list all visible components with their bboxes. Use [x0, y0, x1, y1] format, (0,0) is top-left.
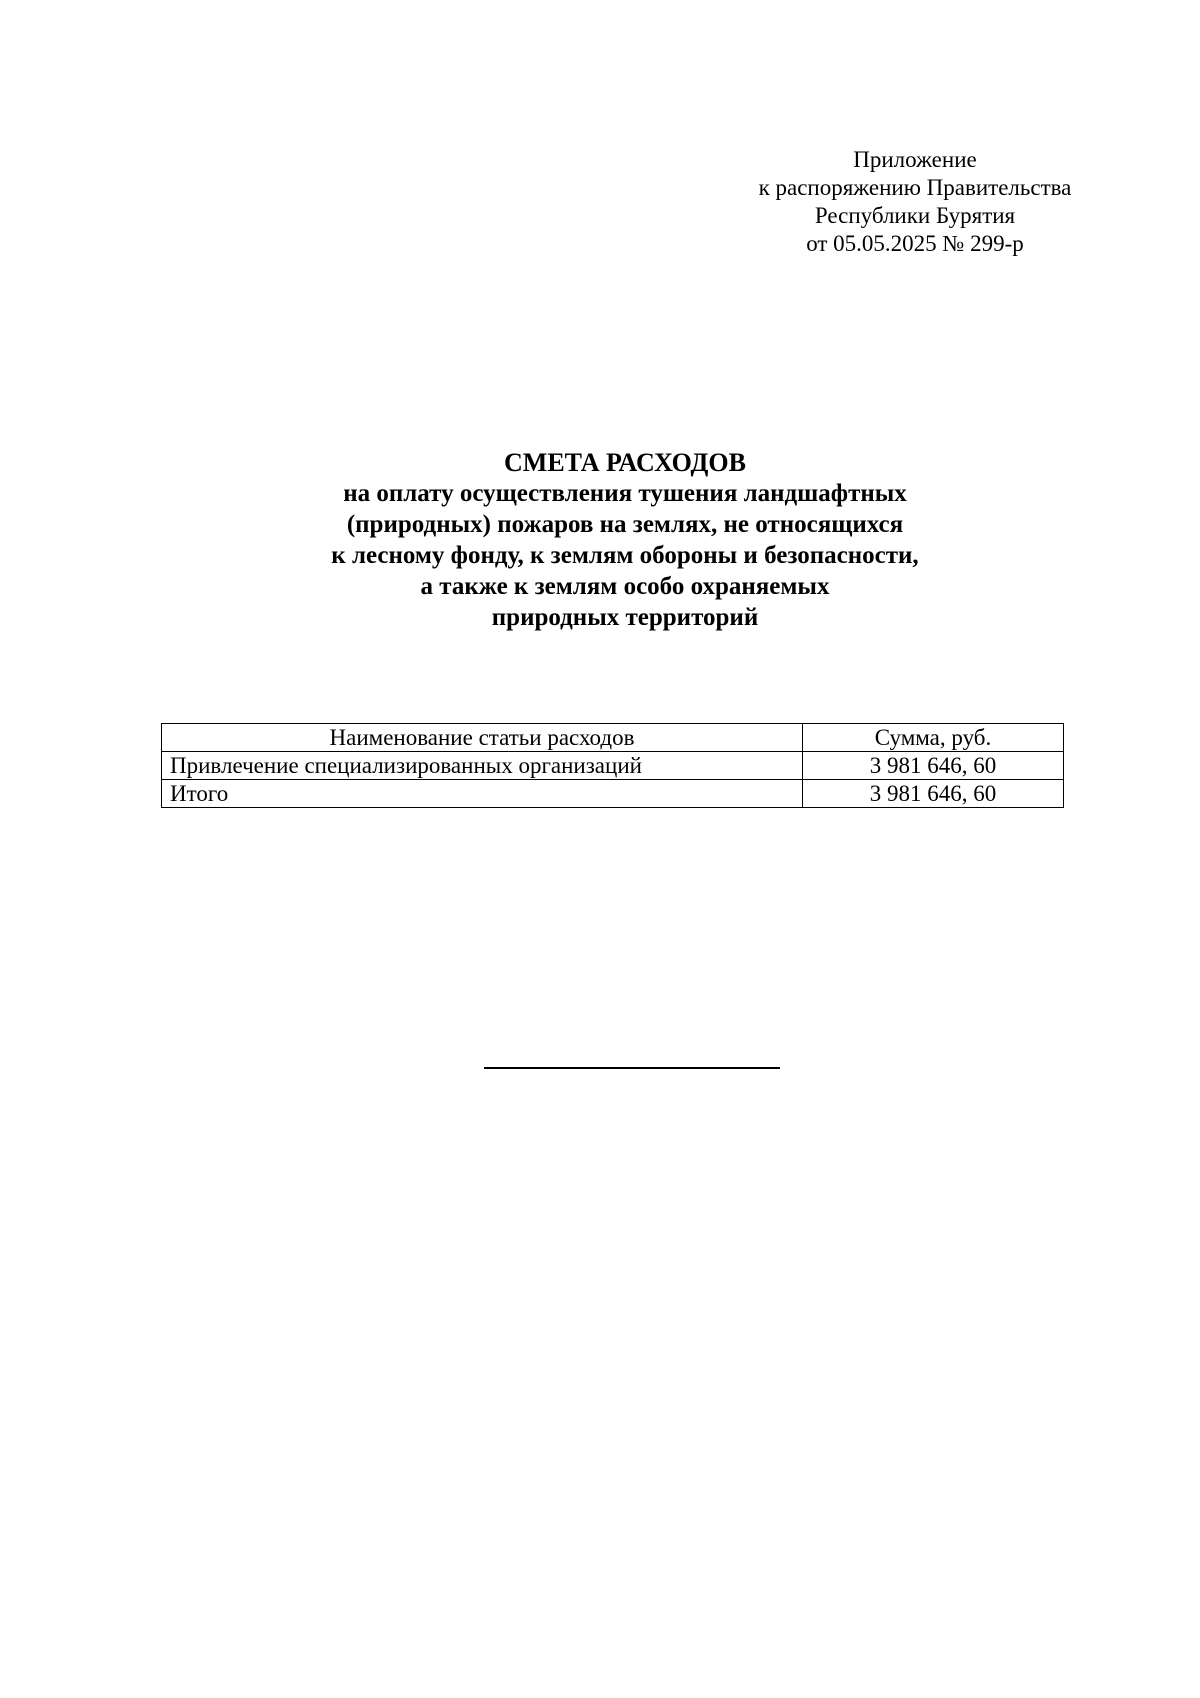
- title-main: СМЕТА РАСХОДОВ: [504, 448, 746, 477]
- header-cell-name: Наименование статьи расходов: [162, 724, 803, 752]
- table-header-row: [162, 724, 1064, 752]
- appendix-label: Приложение: [853, 147, 977, 172]
- row-name-cell: Привлечение специализированных организаций: [162, 752, 803, 780]
- total-sum-cell: 3 981 646, 60: [803, 780, 1064, 808]
- title-line: на оплату осуществления тушения ландшафтных: [343, 480, 907, 507]
- header-cell-sum: Сумма, руб.: [803, 724, 1064, 752]
- table-row: [162, 752, 1064, 780]
- end-divider: [484, 1067, 780, 1069]
- row-sum-cell: 3 981 646, 60: [803, 752, 1064, 780]
- title-line: а также к землям особо охраняемых: [420, 573, 830, 600]
- estimate-table: [161, 723, 1064, 808]
- appendix-republic: Республики Бурятия: [814, 203, 1016, 228]
- appendix-date-number: от 05.05.2025 № 299-р: [806, 231, 1024, 256]
- document-title: [160, 447, 1090, 633]
- title-line: природных территорий: [491, 604, 759, 631]
- appendix-block: [735, 146, 1095, 258]
- appendix-reference: к распоряжению Правительства: [758, 175, 1072, 200]
- table-row-total: [162, 780, 1064, 808]
- total-name-cell: Итого: [162, 780, 803, 808]
- title-line: (природных) пожаров на землях, не относящихся: [346, 511, 904, 538]
- title-line: к лесному фонду, к землям обороны и безопасности,: [331, 542, 919, 569]
